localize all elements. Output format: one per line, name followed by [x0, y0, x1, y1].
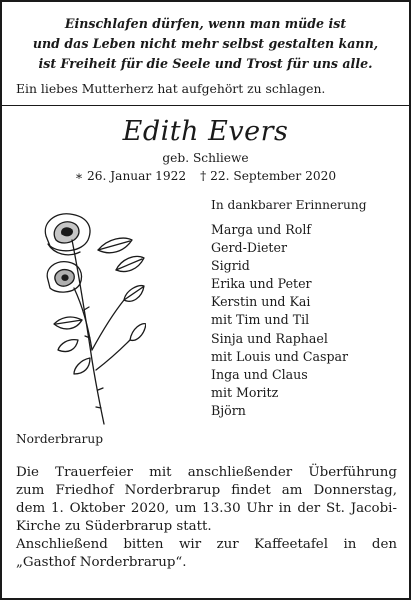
funeral-line: Kirche zu Süderbrarup statt. — [16, 518, 212, 534]
coffee-paragraph — [16, 536, 397, 572]
mourner-name: mit Louis und Caspar — [211, 348, 349, 364]
birth-date: ∗ 26. Januar 1922 — [74, 169, 187, 183]
remembrance-heading: In dankbarer Erinnerung — [211, 198, 367, 212]
mourner-name: Erika und Peter — [211, 276, 312, 292]
funeral-line: dem 1. Oktober 2020, um 13.30 Uhr in der St. Jacobi- — [16, 500, 397, 516]
quote-line: und das Leben nicht mehr selbst gestalten kann, — [32, 36, 379, 51]
mourner-name: Sinja und Raphael — [211, 330, 328, 346]
mourner-list — [211, 221, 348, 420]
mourner-name: mit Moritz — [211, 384, 279, 400]
life-dates — [2, 169, 409, 183]
epigraph-quote — [2, 14, 409, 74]
funeral-line: zum Friedhof Norderbrarup findet am Donnerstag, — [16, 482, 397, 498]
deceased-name: Edith Evers — [122, 116, 289, 147]
mourner-name: Kerstin und Kai — [211, 294, 311, 310]
divider-line — [2, 105, 409, 106]
birth-name: geb. Schliewe — [162, 151, 249, 165]
mourner-name: Björn — [211, 402, 246, 418]
place-name: Norderbrarup — [16, 432, 104, 446]
coffee-line: Anschließend bitten wir zur Kaffeetafel in den — [16, 536, 397, 552]
mourner-name: Marga und Rolf — [211, 222, 312, 237]
mourner-name: mit Tim und Til — [211, 312, 310, 328]
funeral-paragraph — [16, 464, 397, 536]
mourner-name: Gerd-Dieter — [211, 240, 287, 256]
intro-text: Ein liebes Mutterherz hat aufgehört zu schlagen. — [16, 81, 326, 96]
quote-line: ist Freiheit für die Seele und Trost für uns alle. — [38, 56, 373, 71]
coffee-line: „Gasthof Norderbrarup“. — [16, 554, 187, 570]
rose-icon — [34, 210, 146, 428]
mourner-name: Inga und Claus — [211, 366, 308, 382]
funeral-info — [16, 464, 397, 571]
funeral-line: Die Trauerfeier mit anschließender Überführung — [16, 465, 397, 480]
mourner-name: Sigrid — [211, 258, 250, 274]
quote-line: Einschlafen dürfen, wenn man müde ist — [64, 16, 347, 31]
death-date: † 22. September 2020 — [200, 169, 337, 183]
